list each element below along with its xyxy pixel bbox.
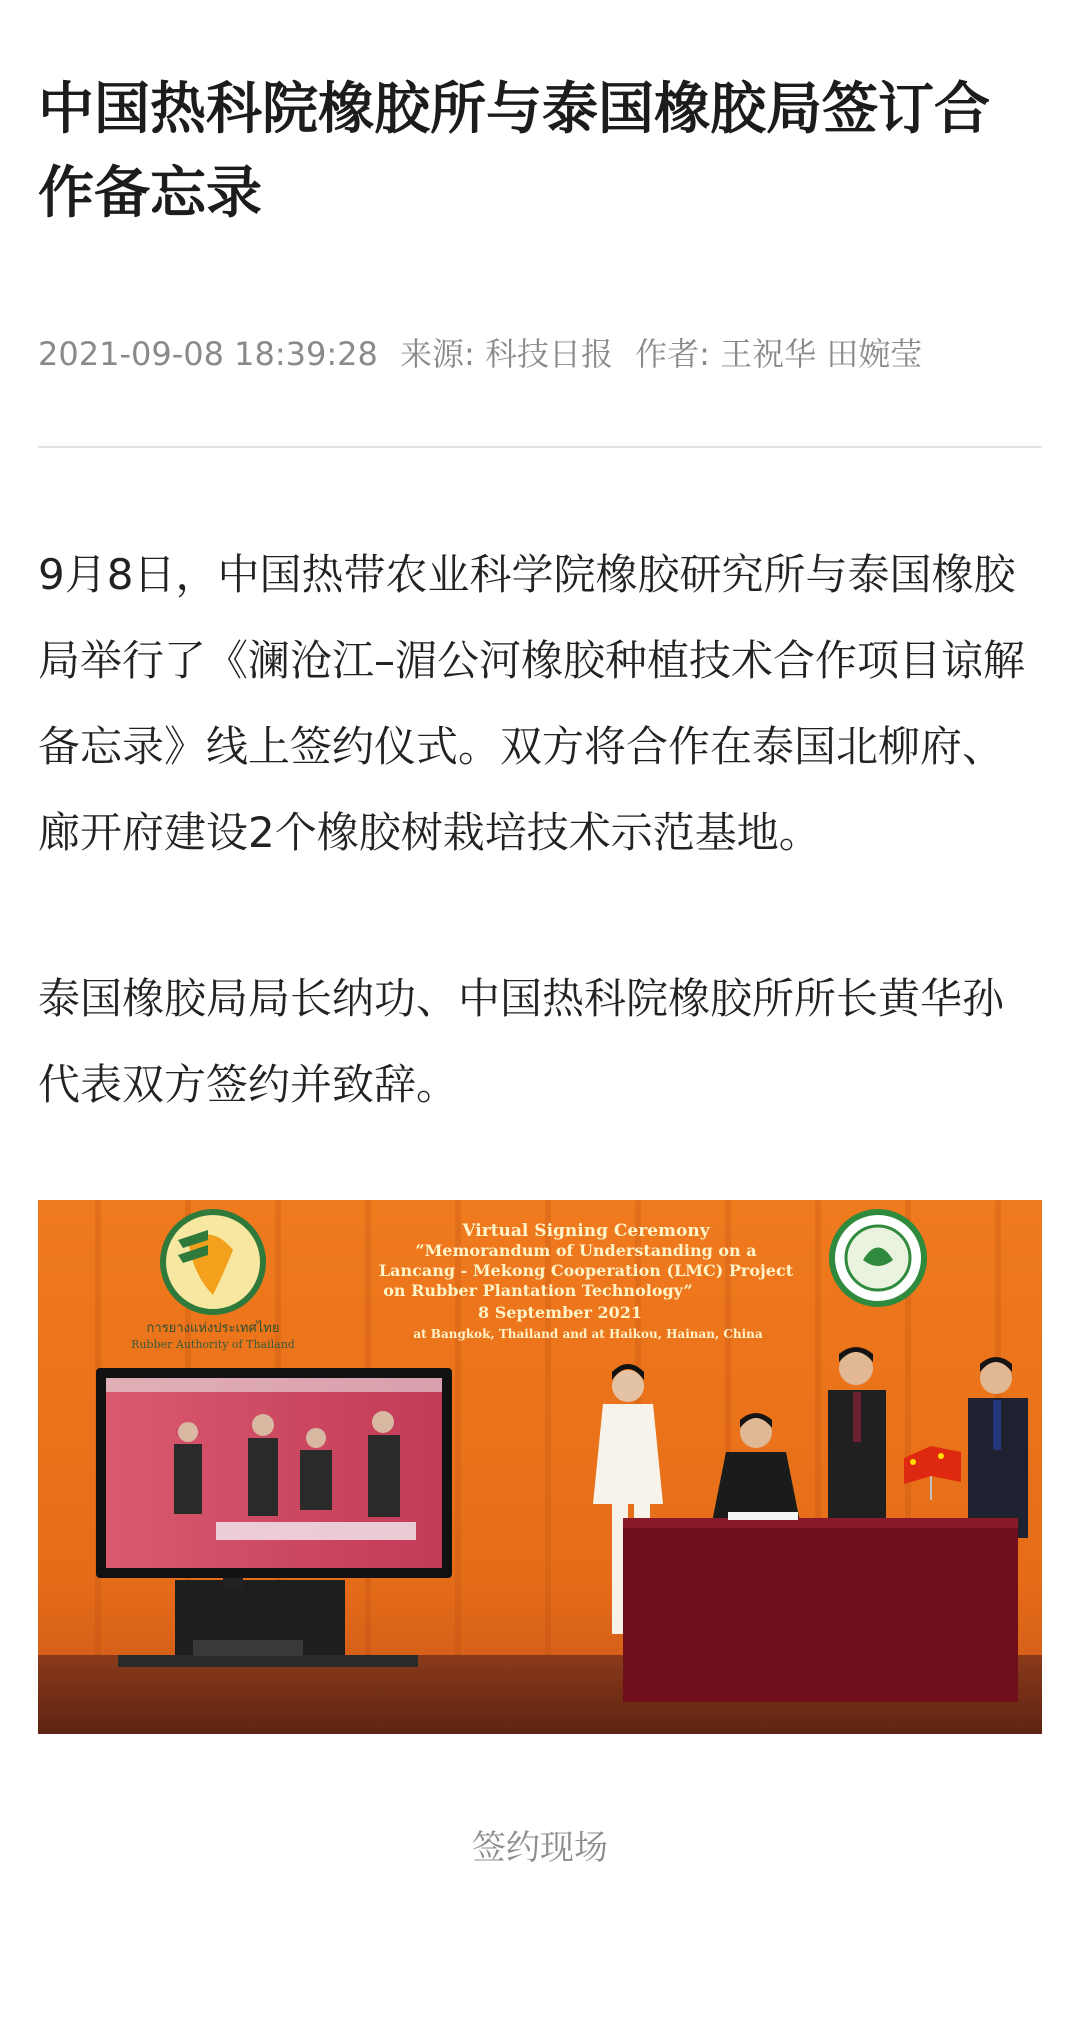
banner-line: 8 September 2021: [477, 1303, 643, 1322]
article-paragraph: 泰国橡胶局局长纳功、中国热科院橡胶所所长黄华孙代表双方签约并致辞。: [38, 974, 1005, 1109]
banner-line: Lancang - Mekong Cooperation (LMC) Project: [378, 1261, 794, 1280]
ceremony-photo[interactable]: [38, 1200, 1042, 1734]
photo-caption: 签约现场: [472, 1828, 608, 1868]
signing-table: [623, 1512, 1018, 1702]
article-paragraph: 9月8日，中国热带农业科学院橡胶研究所与泰国橡胶局举行了《澜沧江–湄公河橡胶种植技术合作项目谅解备忘录》线上签约仪式。双方将合作在泰国北柳府、廊开府建设2个橡胶树栽培技术示范基地。: [38, 550, 1026, 857]
meta-divider: [38, 446, 1042, 448]
logo-english-text: Rubber Authority of Thailand: [131, 1338, 295, 1351]
catas-logo: [832, 1212, 924, 1304]
article-source: 来源: 科技日报: [400, 335, 613, 373]
article-meta: [38, 332, 1042, 376]
article-title: 中国热科院橡胶所与泰国橡胶局签订合作备忘录: [38, 77, 990, 226]
banner-line: at Bangkok, Thailand and at Haikou, Hainan, China: [413, 1327, 763, 1341]
publish-datetime: 2021-09-08 18:39:28: [38, 335, 378, 373]
banner-line: on Rubber Plantation Technology”: [383, 1281, 693, 1300]
article-author: 作者: 王祝华 田婉莹: [635, 335, 923, 373]
banner-line: “Memorandum of Understanding on a: [415, 1241, 757, 1260]
banner-line: Virtual Signing Ceremony: [462, 1221, 710, 1241]
logo-thai-text: การยางแห่งประเทศไทย: [146, 1321, 280, 1336]
